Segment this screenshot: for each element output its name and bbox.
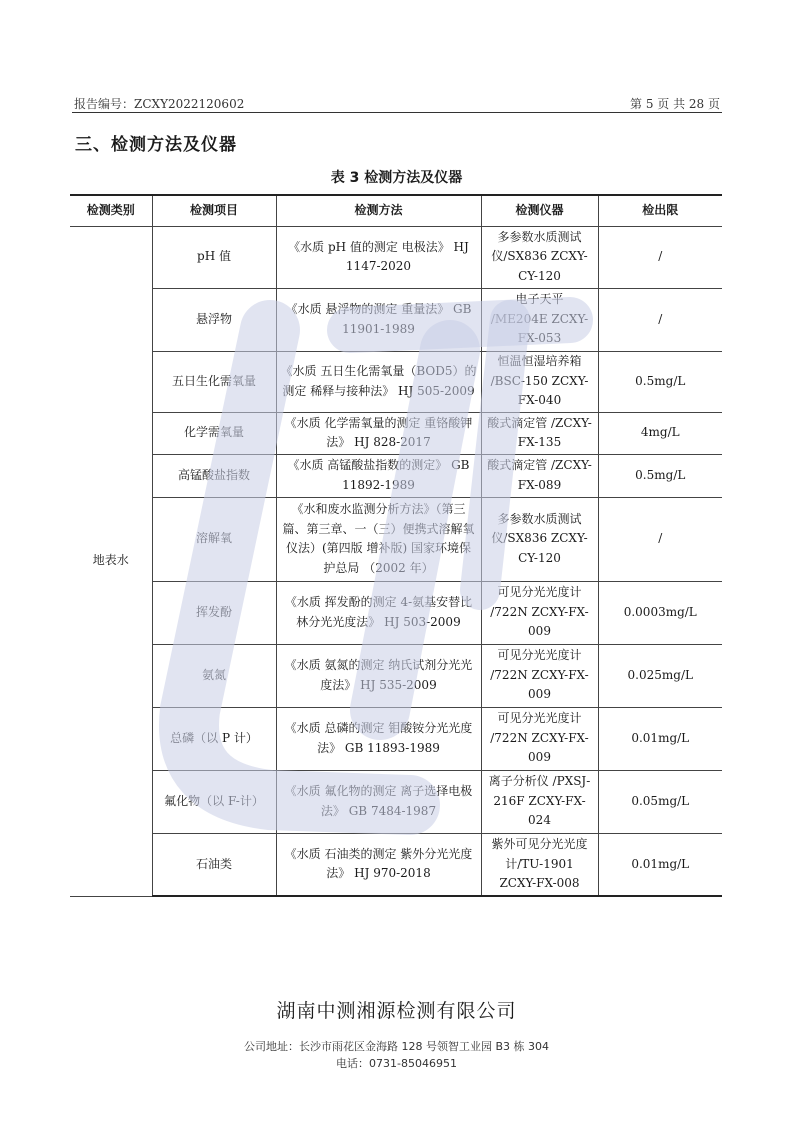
instrument-cell: 离子分析仪 /PXSJ-216F ZCXY-FX-024: [481, 770, 598, 833]
limit-cell: 0.5mg/L: [598, 454, 722, 497]
instrument-cell: 恒温恒湿培养箱 /BSC-150 ZCXY-FX-040: [481, 351, 598, 412]
item-cell: 溶解氧: [152, 497, 276, 581]
table-row: [70, 581, 722, 644]
limit-cell: 0.0003mg/L: [598, 581, 722, 644]
instrument-cell: 可见分光光度计 /722N ZCXY-FX-009: [481, 581, 598, 644]
instrument-cell: 酸式滴定管 /ZCXY-FX-135: [481, 412, 598, 454]
footer-company-name: 湖南中测湘源检测有限公司: [276, 1000, 517, 1022]
item-cell: 石油类: [152, 833, 276, 896]
limit-cell: 0.01mg/L: [598, 833, 722, 896]
limit-cell: /: [598, 497, 722, 581]
footer-phone: 电话：0731-85046951: [336, 1057, 457, 1070]
limit-cell: 0.01mg/L: [598, 707, 722, 770]
col-header-instrument: 检测仪器: [481, 195, 598, 226]
col-header-item: 检测项目: [152, 195, 276, 226]
table-row: [70, 351, 722, 412]
method-cell: 《水质 总磷的测定 钼酸铵分光光度法》 GB 11893-1989: [276, 707, 481, 770]
limit-cell: /: [598, 288, 722, 351]
limit-cell: 4mg/L: [598, 412, 722, 454]
table-row: [70, 454, 722, 497]
instrument-cell: 可见分光光度计 /722N ZCXY-FX-009: [481, 707, 598, 770]
method-cell: 《水质 五日生化需氧量（BOD5）的测定 稀释与接种法》 HJ 505-2009: [276, 351, 481, 412]
method-cell: 《水质 石油类的测定 紫外分光光度法》 HJ 970-2018: [276, 833, 481, 896]
item-cell: 五日生化需氧量: [152, 351, 276, 412]
table-row: [70, 412, 722, 454]
limit-cell: 0.5mg/L: [598, 351, 722, 412]
method-cell: 《水质 化学需氧量的测定 重铬酸钾法》 HJ 828-2017: [276, 412, 481, 454]
table-row: [70, 644, 722, 707]
instrument-cell: 多参数水质测试仪/SX836 ZCXY-CY-120: [481, 226, 598, 288]
item-cell: 挥发酚: [152, 581, 276, 644]
table-title: 表 3 检测方法及仪器: [330, 170, 463, 186]
item-cell: 总磷（以 P 计）: [152, 707, 276, 770]
instrument-cell: 多参数水质测试仪/SX836 ZCXY-CY-120: [481, 497, 598, 581]
table-header-row: [70, 195, 722, 226]
table-row: [70, 497, 722, 581]
item-cell: 悬浮物: [152, 288, 276, 351]
page-header: [72, 92, 722, 113]
instrument-cell: 可见分光光度计 /722N ZCXY-FX-009: [481, 644, 598, 707]
table-row: [70, 288, 722, 351]
table-row: [70, 226, 722, 288]
method-cell: 《水质 挥发酚的测定 4-氨基安替比林分光光度法》 HJ 503-2009: [276, 581, 481, 644]
page-number: 第 5 页 共 28 页: [630, 97, 720, 111]
item-cell: 化学需氧量: [152, 412, 276, 454]
col-header-category: 检测类别: [70, 195, 152, 226]
table-row: [70, 833, 722, 896]
method-cell: 《水质 氨氮的测定 纳氏试剂分光光度法》 HJ 535-2009: [276, 644, 481, 707]
instrument-cell: 紫外可见分光光度计/TU-1901 ZCXY-FX-008: [481, 833, 598, 896]
method-cell: 《水质 pH 值的测定 电极法》 HJ 1147-2020: [276, 226, 481, 288]
item-cell: 氨氮: [152, 644, 276, 707]
item-cell: pH 值: [152, 226, 276, 288]
report-number: 报告编号：ZCXY2022120602: [74, 97, 245, 111]
methods-table: [70, 194, 722, 897]
method-cell: 《水和废水监测分析方法》（第三篇、第三章、一（三）便携式溶解氧仪法）(第四版 增补版) 国家环境保护总局 （2002 年）: [276, 497, 481, 581]
method-cell: 《水质 氟化物的测定 离子选择电极法》 GB 7484-1987: [276, 770, 481, 833]
limit-cell: 0.025mg/L: [598, 644, 722, 707]
instrument-cell: 电子天平 /ME204E ZCXY-FX-053: [481, 288, 598, 351]
limit-cell: /: [598, 226, 722, 288]
col-header-method: 检测方法: [276, 195, 481, 226]
item-cell: 氟化物（以 F-计）: [152, 770, 276, 833]
method-cell: 《水质 高锰酸盐指数的测定》 GB 11892-1989: [276, 454, 481, 497]
col-header-limit: 检出限: [598, 195, 722, 226]
method-cell: 《水质 悬浮物的测定 重量法》 GB 11901-1989: [276, 288, 481, 351]
item-cell: 高锰酸盐指数: [152, 454, 276, 497]
table-row: [70, 707, 722, 770]
instrument-cell: 酸式滴定管 /ZCXY-FX-089: [481, 454, 598, 497]
table-row: [70, 770, 722, 833]
limit-cell: 0.05mg/L: [598, 770, 722, 833]
section-title: 三、检测方法及仪器: [75, 135, 237, 155]
footer-address: 公司地址：长沙市雨花区金海路 128 号领智工业园 B3 栋 304: [243, 1040, 550, 1053]
category-cell: 地表水: [70, 226, 152, 896]
